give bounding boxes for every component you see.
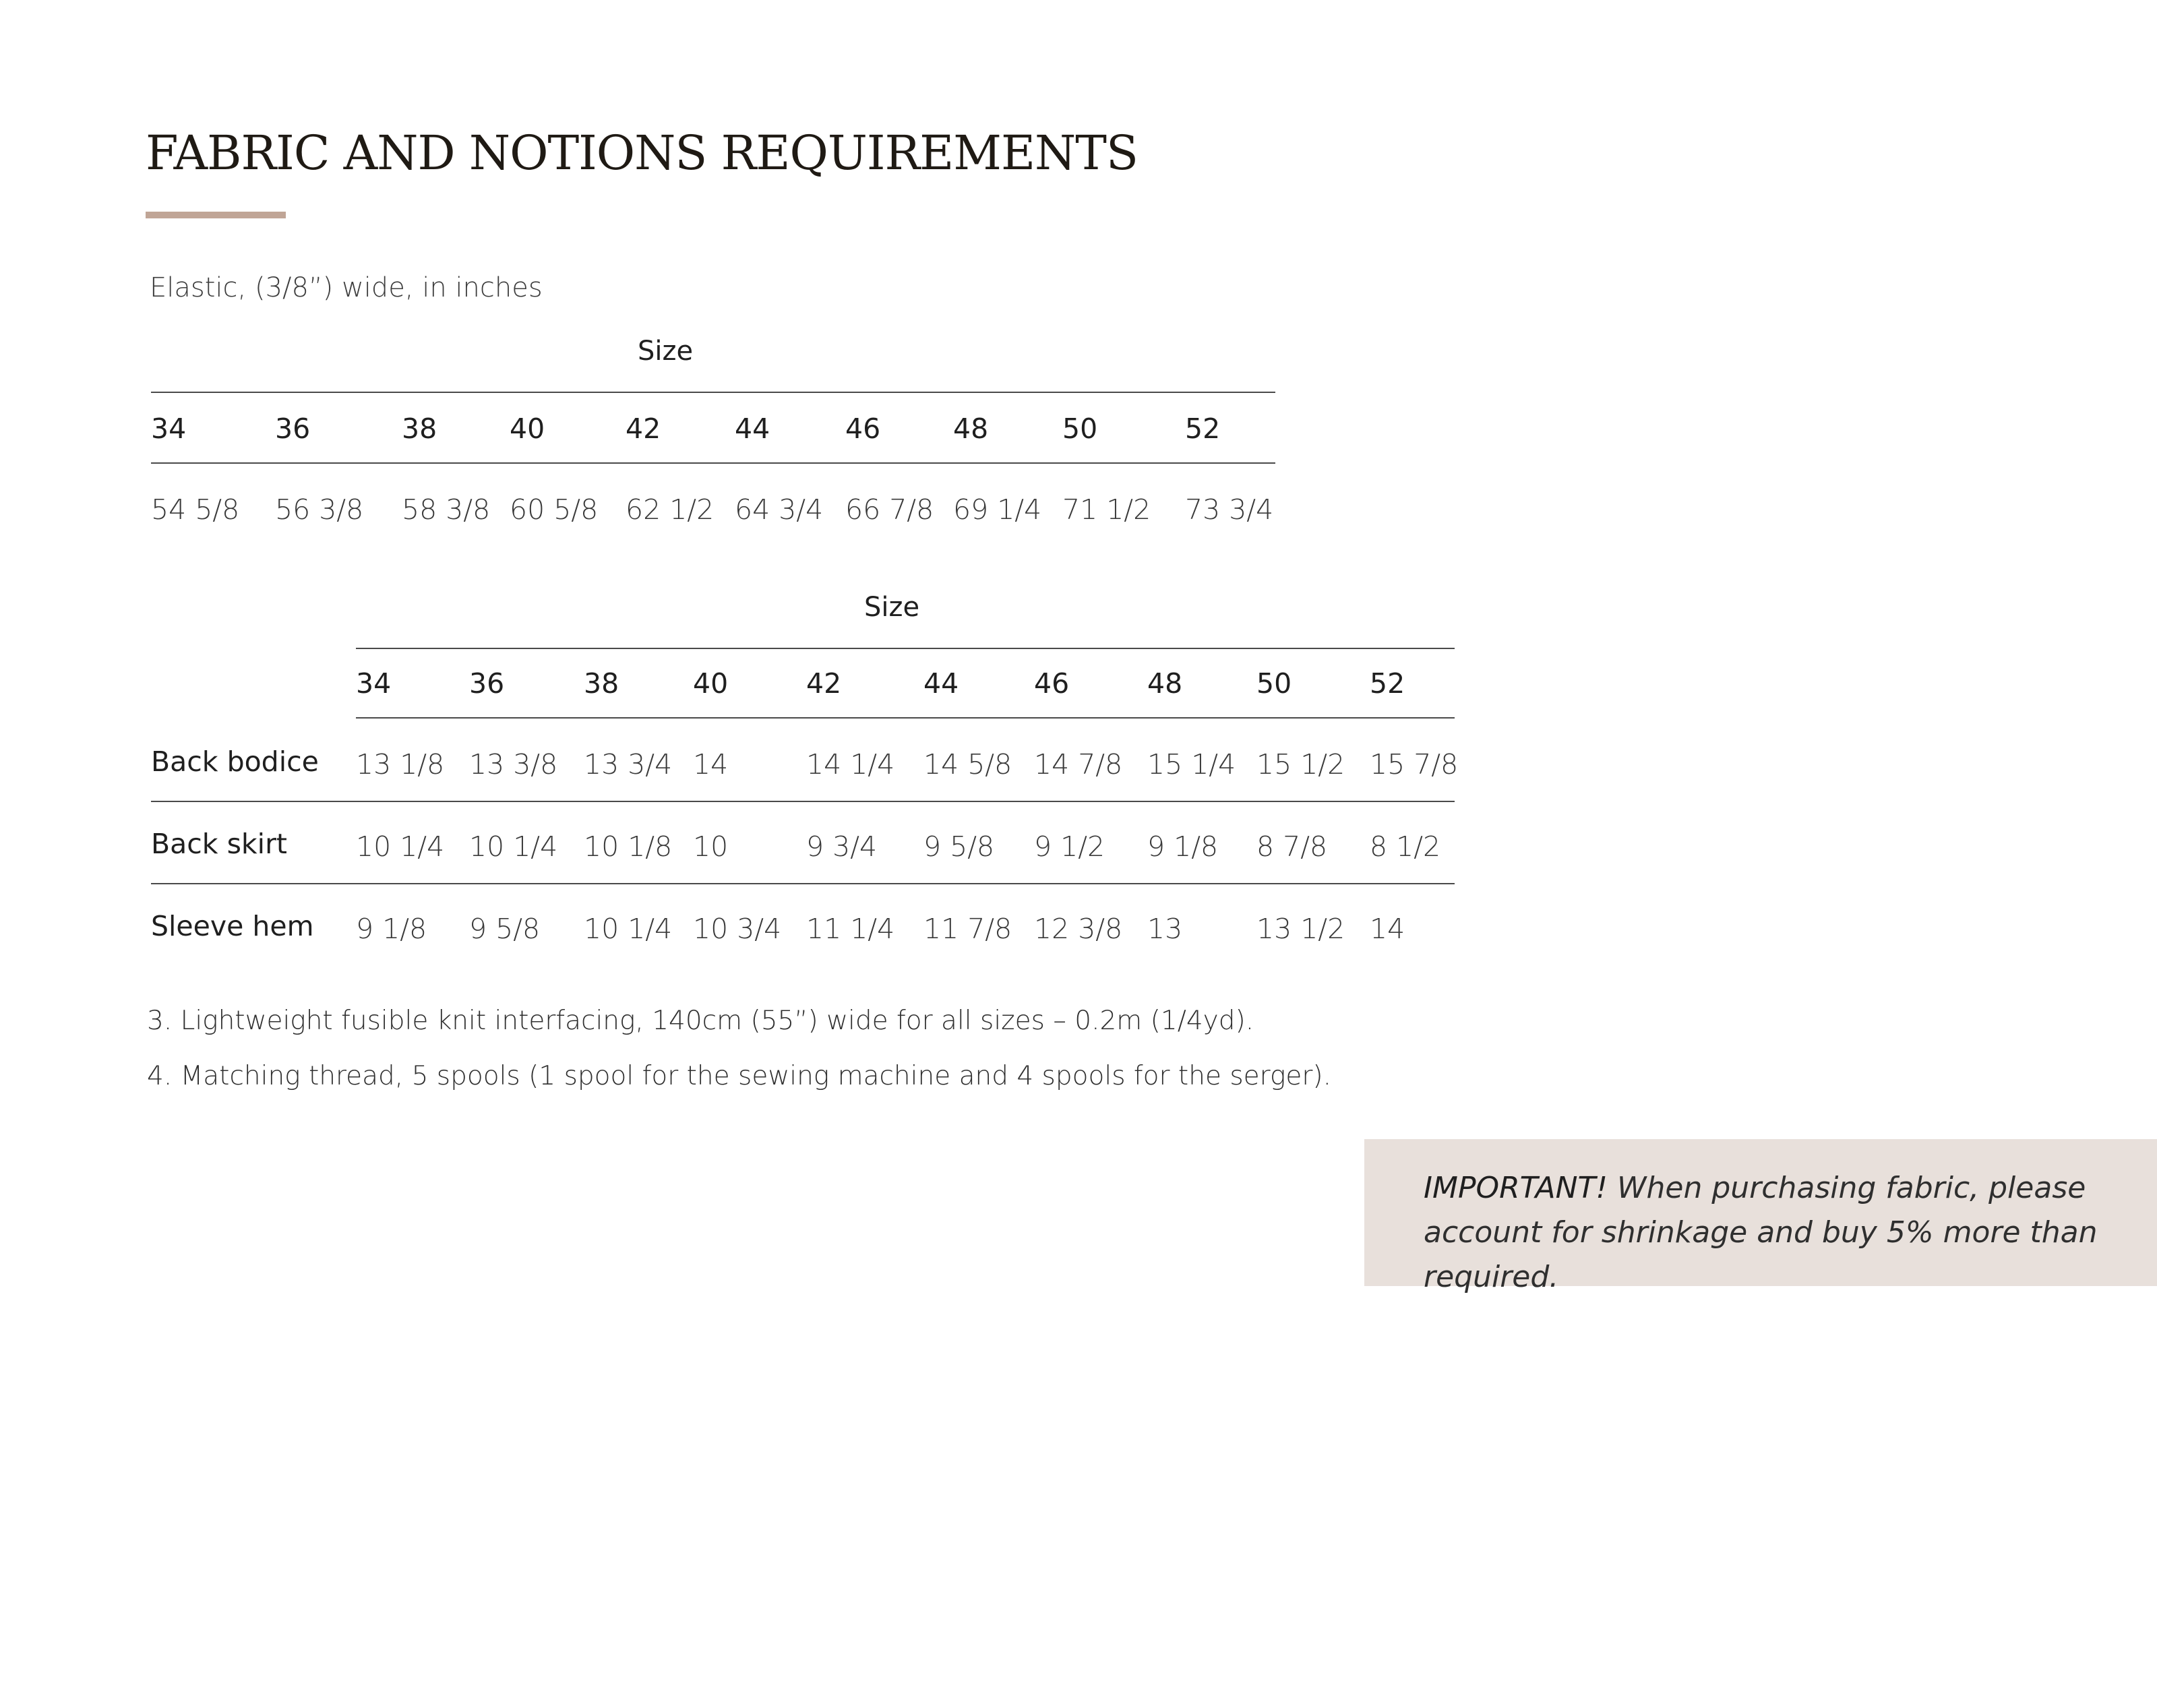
table-cell: 13 3/8 <box>469 748 558 781</box>
table-cell: 14 7/8 <box>1034 748 1123 781</box>
table-cell: 15 1/4 <box>1147 748 1236 781</box>
elastic-size-cell: 40 <box>510 413 545 445</box>
table-cell: 10 1/4 <box>469 830 558 863</box>
table-cell: 13 1/2 <box>1256 913 1345 945</box>
parts-header-bottom-rule <box>356 717 1455 719</box>
table-cell: 10 3/4 <box>693 913 782 945</box>
elastic-size-cell: 52 <box>1185 413 1221 445</box>
parts-size-cell: 46 <box>1034 667 1070 700</box>
row-label-back-skirt: Back skirt <box>151 828 287 860</box>
table-cell: 14 1/4 <box>806 748 895 781</box>
elastic-value-cell: 54 5/8 <box>151 493 240 526</box>
elastic-value-cell: 73 3/4 <box>1185 493 1274 526</box>
elastic-size-label: Size <box>638 336 694 367</box>
table-cell: 9 5/8 <box>469 913 541 945</box>
table-cell: 14 <box>1370 913 1405 945</box>
table-cell: 12 3/8 <box>1034 913 1123 945</box>
elastic-size-cell: 36 <box>275 413 311 445</box>
title-underline <box>146 212 286 218</box>
table-cell: 9 5/8 <box>923 830 995 863</box>
parts-size-cell: 42 <box>806 667 842 700</box>
note-thread: 4. Matching thread, 5 spools (1 spool for the sewing machine and 4 spools for the serger). <box>147 1061 1332 1091</box>
elastic-value-cell: 64 3/4 <box>735 493 824 526</box>
table-cell: 9 3/4 <box>806 830 878 863</box>
row-label-back-bodice: Back bodice <box>151 745 319 778</box>
important-callout <box>1364 1139 2157 1294</box>
table-cell: 15 1/2 <box>1256 748 1345 781</box>
table-cell: 14 5/8 <box>923 748 1012 781</box>
parts-size-cell: 40 <box>693 667 729 700</box>
table-cell: 15 7/8 <box>1370 748 1459 781</box>
table-cell: 11 1/4 <box>806 913 895 945</box>
row-label-sleeve-hem: Sleeve hem <box>151 910 314 942</box>
parts-size-cell: 52 <box>1370 667 1405 700</box>
table-cell: 13 <box>1147 913 1183 945</box>
row-divider <box>151 801 1455 802</box>
elastic-header-top-rule <box>151 392 1275 393</box>
table-cell: 13 1/8 <box>356 748 445 781</box>
elastic-table-caption: Elastic, (3/8”) wide, in inches <box>150 272 543 303</box>
table-cell: 8 7/8 <box>1256 830 1328 863</box>
table-cell: 10 1/4 <box>356 830 445 863</box>
table-cell: 9 1/2 <box>1034 830 1105 863</box>
elastic-value-cell: 71 1/2 <box>1062 493 1151 526</box>
parts-size-label: Size <box>864 592 920 623</box>
elastic-size-cell: 34 <box>151 413 187 445</box>
note-interfacing: 3. Lightweight fusible knit interfacing, 140cm (55”) wide for all sizes – 0.2m (1/4yd). <box>147 1006 1254 1036</box>
elastic-size-cell: 50 <box>1062 413 1098 445</box>
elastic-header-bottom-rule <box>151 462 1275 464</box>
elastic-value-cell: 66 7/8 <box>845 493 934 526</box>
parts-header-top-rule <box>356 648 1455 649</box>
table-cell: 13 3/4 <box>584 748 673 781</box>
elastic-size-cell: 46 <box>845 413 881 445</box>
table-cell: 10 1/4 <box>584 913 673 945</box>
elastic-value-cell: 56 3/8 <box>275 493 364 526</box>
callout-text <box>1424 1166 2152 1300</box>
elastic-size-cell: 42 <box>626 413 661 445</box>
callout-body: When purchasing fabric, please account for shrinkage and buy 5% more than required. <box>1424 1171 2098 1294</box>
elastic-size-cell: 38 <box>402 413 437 445</box>
elastic-size-cell: 44 <box>735 413 770 445</box>
parts-size-cell: 38 <box>584 667 619 700</box>
elastic-value-cell: 69 1/4 <box>953 493 1042 526</box>
parts-size-cell: 36 <box>469 667 505 700</box>
table-cell: 8 1/2 <box>1370 830 1441 863</box>
callout-emphasis: IMPORTANT! <box>1424 1171 1608 1205</box>
page-title: FABRIC AND NOTIONS REQUIREMENTS <box>146 125 1138 181</box>
table-cell: 10 <box>693 830 729 863</box>
table-cell: 9 1/8 <box>356 913 427 945</box>
elastic-size-cell: 48 <box>953 413 989 445</box>
elastic-value-cell: 58 3/8 <box>402 493 491 526</box>
parts-size-cell: 48 <box>1147 667 1183 700</box>
row-divider <box>151 883 1455 884</box>
table-cell: 14 <box>693 748 729 781</box>
table-cell: 11 7/8 <box>923 913 1012 945</box>
parts-size-cell: 50 <box>1256 667 1292 700</box>
table-cell: 10 1/8 <box>584 830 673 863</box>
elastic-value-cell: 62 1/2 <box>626 493 715 526</box>
parts-size-cell: 34 <box>356 667 392 700</box>
parts-size-cell: 44 <box>923 667 959 700</box>
elastic-value-cell: 60 5/8 <box>510 493 599 526</box>
table-cell: 9 1/8 <box>1147 830 1219 863</box>
